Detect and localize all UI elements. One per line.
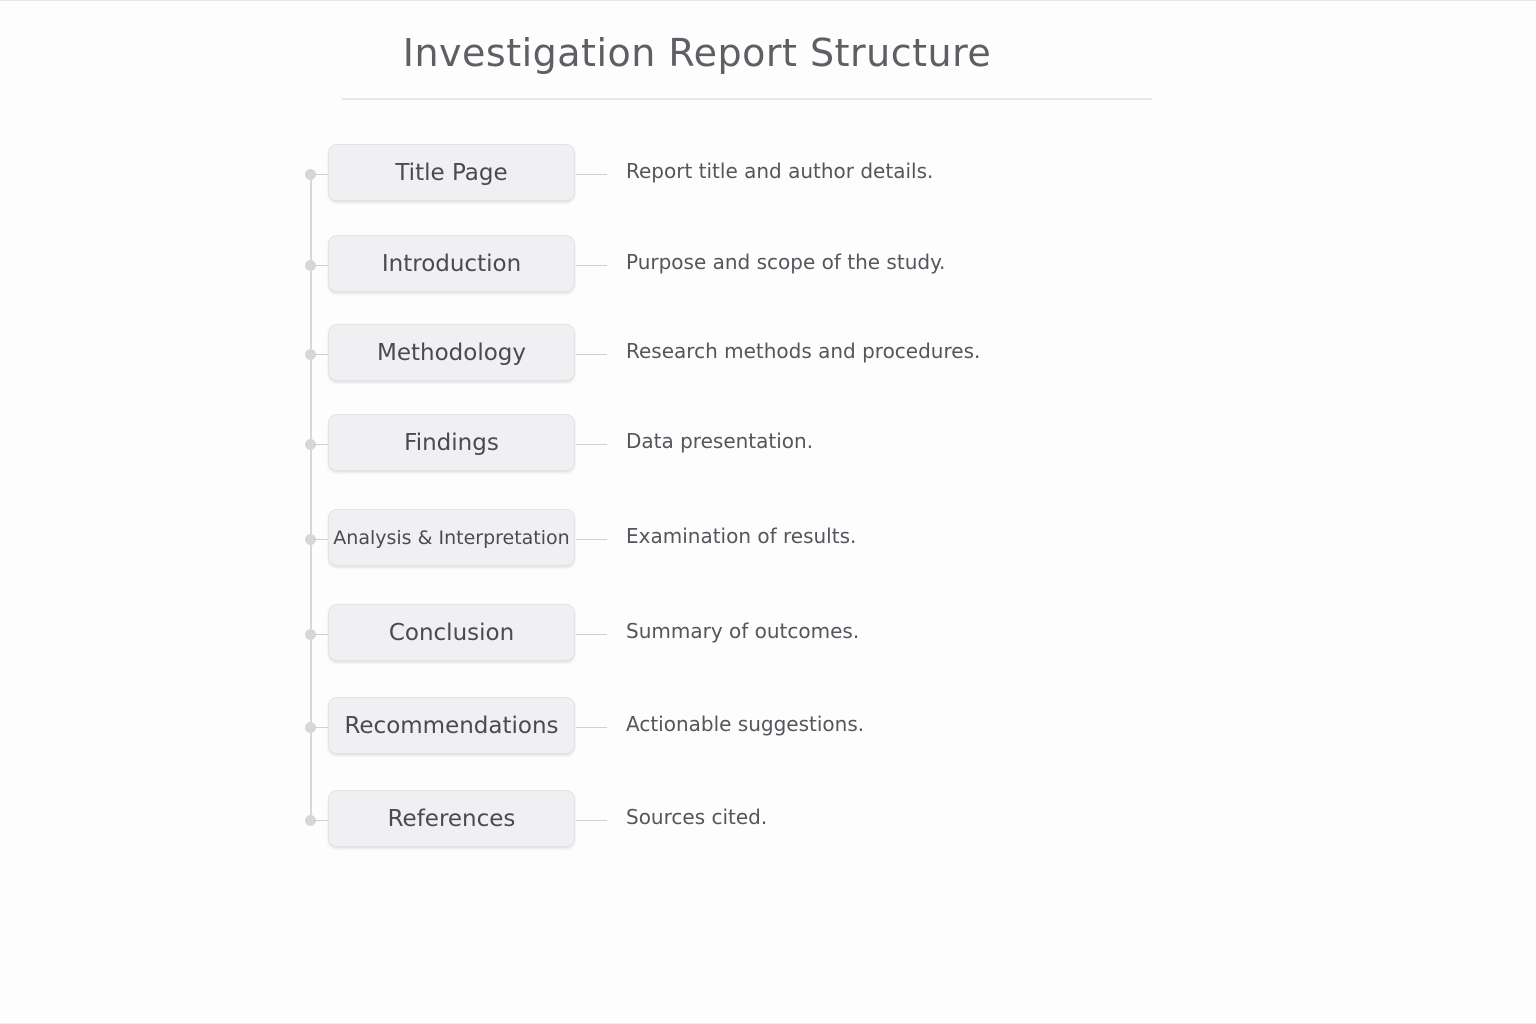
section-label: Methodology	[376, 339, 526, 366]
section-box	[328, 324, 575, 381]
section-label: Findings	[404, 429, 499, 456]
section-box	[328, 604, 575, 661]
node-stub	[314, 727, 328, 728]
connector-line	[576, 174, 607, 175]
section-description: Summary of outcomes.	[626, 619, 860, 643]
section-row-references	[304, 790, 1204, 850]
section-label: Conclusion	[388, 619, 515, 646]
section-row-conclusion	[304, 604, 1204, 664]
section-description: Research methods and procedures.	[626, 339, 981, 363]
connector-line	[576, 634, 607, 635]
section-description: Purpose and scope of the study.	[626, 250, 946, 274]
section-box	[328, 235, 575, 292]
node-stub	[314, 174, 328, 175]
section-row-analysis	[304, 509, 1204, 569]
section-label: Introduction	[381, 250, 522, 277]
section-row-introduction	[304, 235, 1204, 295]
node-stub	[314, 354, 328, 355]
section-description: Actionable suggestions.	[626, 712, 865, 736]
node-stub	[314, 265, 328, 266]
section-box	[328, 697, 575, 754]
section-box	[328, 144, 575, 201]
section-row-methodology	[304, 324, 1204, 384]
node-stub	[314, 444, 328, 445]
section-label: Recommendations	[344, 712, 559, 739]
connector-line	[576, 820, 607, 821]
connector-line	[576, 727, 607, 728]
title-divider	[342, 98, 1152, 100]
connector-line	[576, 354, 607, 355]
section-row-title-page	[304, 144, 1204, 204]
section-description: Sources cited.	[626, 805, 768, 829]
section-description: Examination of results.	[626, 524, 857, 548]
connector-line	[576, 444, 607, 445]
section-label: References	[387, 805, 516, 832]
node-stub	[314, 820, 328, 821]
section-description: Data presentation.	[626, 429, 814, 453]
section-box	[328, 509, 575, 566]
connector-line	[576, 265, 607, 266]
section-box	[328, 790, 575, 847]
node-stub	[314, 634, 328, 635]
section-label: Analysis & Interpretation	[333, 526, 570, 549]
connector-line	[576, 539, 607, 540]
section-description: Report title and author details.	[626, 159, 934, 183]
section-box	[328, 414, 575, 471]
section-row-recommendations	[304, 697, 1204, 757]
section-label: Title Page	[395, 159, 508, 186]
node-stub	[314, 539, 328, 540]
page-title: Investigation Report Structure	[402, 31, 992, 75]
section-row-findings	[304, 414, 1204, 474]
